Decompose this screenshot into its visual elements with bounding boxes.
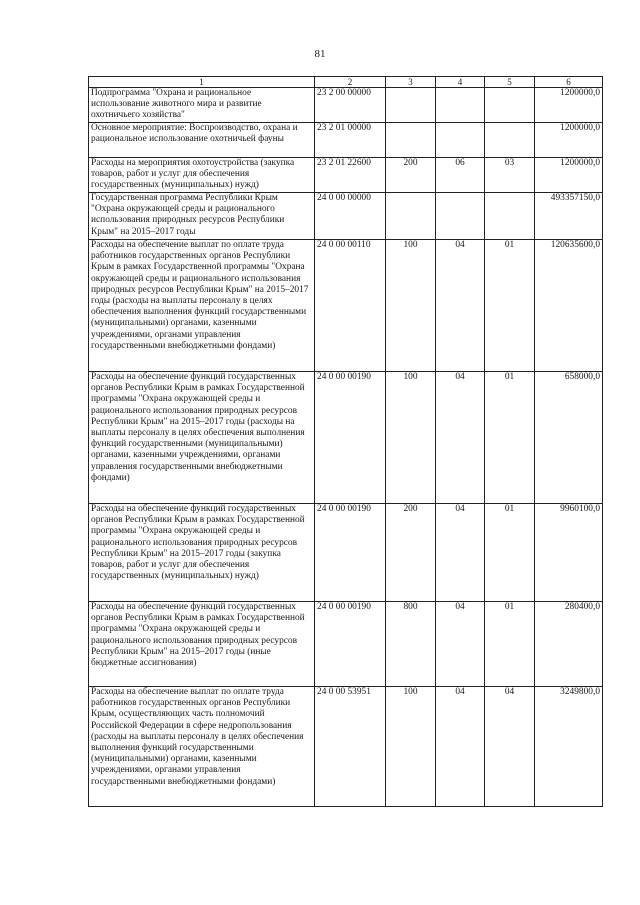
row-pr [485,193,535,240]
row-name: Подпрограмма "Охрана и рациональное использование животного мира и развитие охотничьего хозяйства" [89,88,315,123]
budget-table [88,76,603,807]
table-row [89,240,603,372]
header-cell-3: 3 [386,77,436,88]
row-code: 23 2 00 00000 [315,88,386,123]
row-pr [485,88,535,123]
row-vr: 200 [386,158,436,193]
table-row [89,372,603,504]
row-vr [386,88,436,123]
row-sum: 1200000,0 [535,88,603,123]
table-body [89,88,603,807]
table-row [89,193,603,240]
header-cell-4: 4 [436,77,485,88]
row-rz: 04 [436,504,485,602]
row-code: 24 0 00 00190 [315,602,386,687]
table-row [89,504,603,602]
row-vr: 100 [386,372,436,504]
row-pr [485,123,535,158]
row-name: Расходы на обеспечение выплат по оплате труда работников государственных органов Республики Крым в рамках Государственной программы "Охрана окружающей среды и рационального использования природных ресурсов Республики Крым" на 2015–2017 годы (расходы на выплаты персоналу в целях обеспечения выполнения функций государственными (муниципальными) органами, казенными учреждениями, органами управления государственными внебюджетными фондами) [89,240,315,372]
row-rz: 04 [436,240,485,372]
row-sum: 120635600,0 [535,240,603,372]
row-vr: 100 [386,687,436,807]
row-code: 24 0 00 00190 [315,504,386,602]
row-name: Расходы на обеспечение выплат по оплате труда работников государственных органов Республики Крым, осуществляющих часть полномочий Российской Федерации в сфере недропользования (расходы на выплаты персоналу в целях обеспечения выполнения функций государственными (муниципальными) органами, казенными учреждениями, органами управления государственными внебюджетными фондами) [89,687,315,807]
row-vr: 200 [386,504,436,602]
header-cell-6: 6 [535,77,603,88]
header-row [89,77,603,88]
row-rz [436,123,485,158]
row-vr [386,123,436,158]
header-cell-5: 5 [485,77,535,88]
row-pr: 01 [485,372,535,504]
row-name: Государственная программа Республики Крым "Охрана окружающей среды и рационального использования природных ресурсов Республики Крым" на 2015–2017 годы [89,193,315,240]
row-vr [386,193,436,240]
row-rz: 06 [436,158,485,193]
row-code: 24 0 00 00000 [315,193,386,240]
row-pr: 01 [485,602,535,687]
row-rz: 04 [436,687,485,807]
row-code: 24 0 00 00110 [315,240,386,372]
header-cell-1: 1 [89,77,315,88]
row-name: Расходы на мероприятия охотоустройства (закупка товаров, работ и услуг для обеспечения государственных (муниципальных) нужд) [89,158,315,193]
row-rz: 04 [436,602,485,687]
row-name: Расходы на обеспечение функций государственных органов Республики Крым в рамках Государственной программы "Охрана окружающей среды и рационального использования природных ресурсов Республики Крым" на 2015–2017 годы (закупка товаров, работ и услуг для обеспечения государственных (муниципальных) нужд) [89,504,315,602]
row-code: 24 0 00 00190 [315,372,386,504]
row-name: Основное мероприятие: Воспроизводство, охрана и рациональное использование охотничьей фауны [89,123,315,158]
row-name: Расходы на обеспечение функций государственных органов Республики Крым в рамках Государственной программы "Охрана окружающей среды и рационального использования природных ресурсов Республики Крым" на 2015–2017 годы (иные бюджетные ассигнования) [89,602,315,687]
header-cell-2: 2 [315,77,386,88]
row-rz: 04 [436,372,485,504]
row-sum: 280400,0 [535,602,603,687]
row-pr: 01 [485,504,535,602]
table-row [89,123,603,158]
table-row [89,88,603,123]
row-rz [436,88,485,123]
row-vr: 800 [386,602,436,687]
table-row [89,158,603,193]
table-row [89,687,603,807]
row-sum: 493357150,0 [535,193,603,240]
row-rz [436,193,485,240]
row-pr: 01 [485,240,535,372]
row-code: 24 0 00 53951 [315,687,386,807]
row-pr: 04 [485,687,535,807]
row-sum: 1200000,0 [535,123,603,158]
table-row [89,602,603,687]
row-vr: 100 [386,240,436,372]
row-sum: 658000,0 [535,372,603,504]
row-pr: 03 [485,158,535,193]
row-sum: 9960100,0 [535,504,603,602]
page-number: 81 [314,48,326,60]
row-sum: 3249800,0 [535,687,603,807]
row-code: 23 2 01 00000 [315,123,386,158]
row-name: Расходы на обеспечение функций государственных органов Республики Крым в рамках Государственной программы "Охрана окружающей среды и рационального использования природных ресурсов Республики Крым" на 2015–2017 годы (расходы на выплаты персоналу в целях обеспечения выполнения функций государственными (муниципальными) органами, казенными учреждениями, органами управления государственными внебюджетными фондами) [89,372,315,504]
table-header [89,77,603,88]
row-code: 23 2 01 22600 [315,158,386,193]
row-sum: 1200000,0 [535,158,603,193]
